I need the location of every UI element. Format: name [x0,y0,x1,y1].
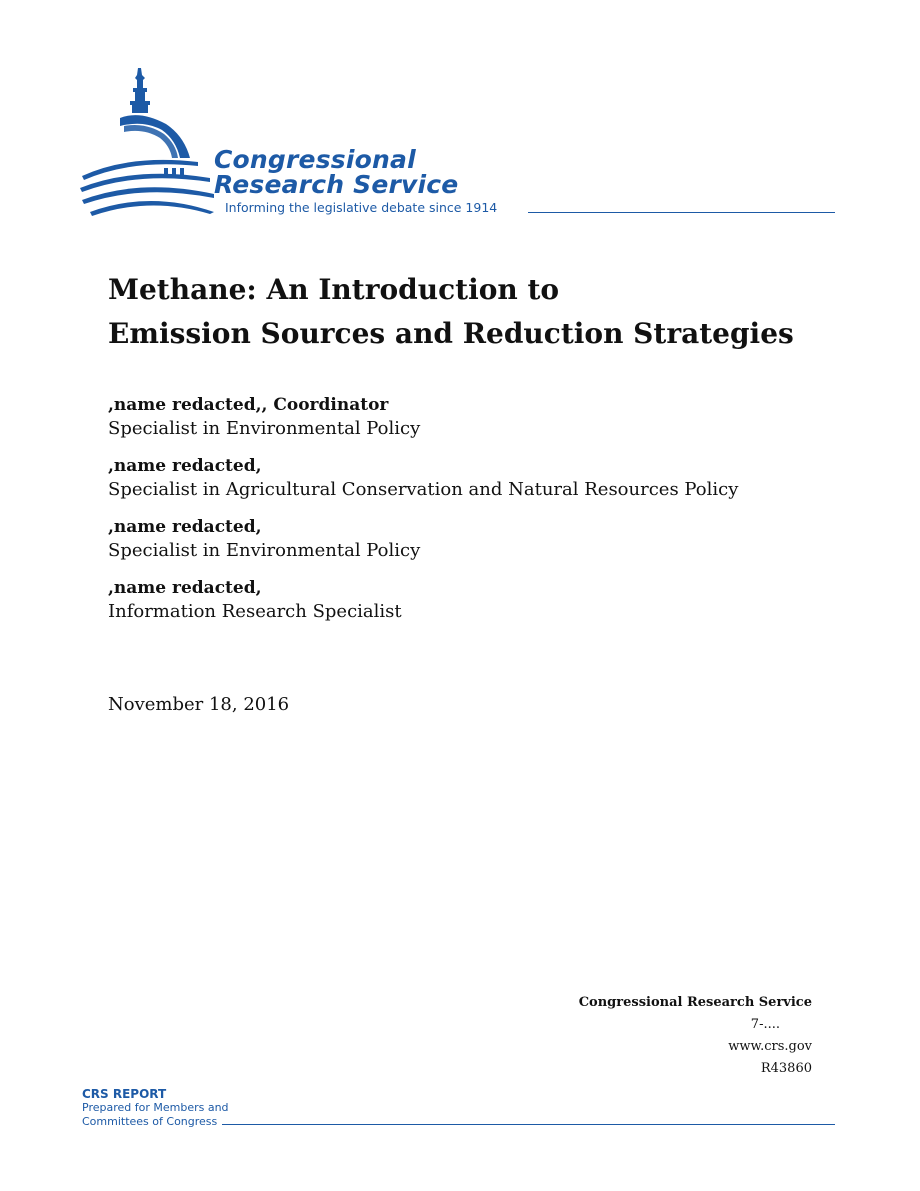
author-list [108,394,868,638]
publication-date: November 18, 2016 [108,694,290,715]
author-entry [108,455,868,503]
author-role: Information Research Specialist [108,601,402,622]
report-code: 7-.... [750,1017,780,1032]
crs-logo [80,66,840,226]
brand-tagline: Informing the legislative debate since 1914 [225,200,498,215]
report-label-line2: Committees of Congress [82,1115,218,1128]
brand-name-line2: Research Service [214,170,459,199]
author-role: Specialist in Environmental Policy [108,418,421,439]
capitol-dome-icon [80,66,220,218]
title-line-2: Emission Sources and Reduction Strategies [108,317,794,350]
brand-name-line1: Congressional [214,145,416,174]
crs-report-label [82,1087,229,1129]
tagline-divider [528,212,835,213]
author-role: Specialist in Environmental Policy [108,540,421,561]
author-entry [108,394,868,442]
report-label-line1: Prepared for Members and [82,1101,229,1114]
author-name: ,name redacted, [108,517,262,537]
footer-divider [222,1124,835,1125]
author-name: ,name redacted, [108,578,262,598]
author-entry [108,577,868,625]
title-line-1: Methane: An Introduction to [108,273,560,306]
author-role: Specialist in Agricultural Conservation and Natural Resources Policy [108,479,739,500]
report-label-title: CRS REPORT [82,1087,167,1101]
org-name: Congressional Research Service [578,995,812,1010]
website-link[interactable]: www.crs.gov [728,1039,812,1054]
report-number: R43860 [760,1061,812,1076]
document-title [108,268,868,356]
report-info-block [579,992,812,1080]
author-name: ,name redacted,, Coordinator [108,395,389,415]
author-name: ,name redacted, [108,456,262,476]
author-entry [108,516,868,564]
